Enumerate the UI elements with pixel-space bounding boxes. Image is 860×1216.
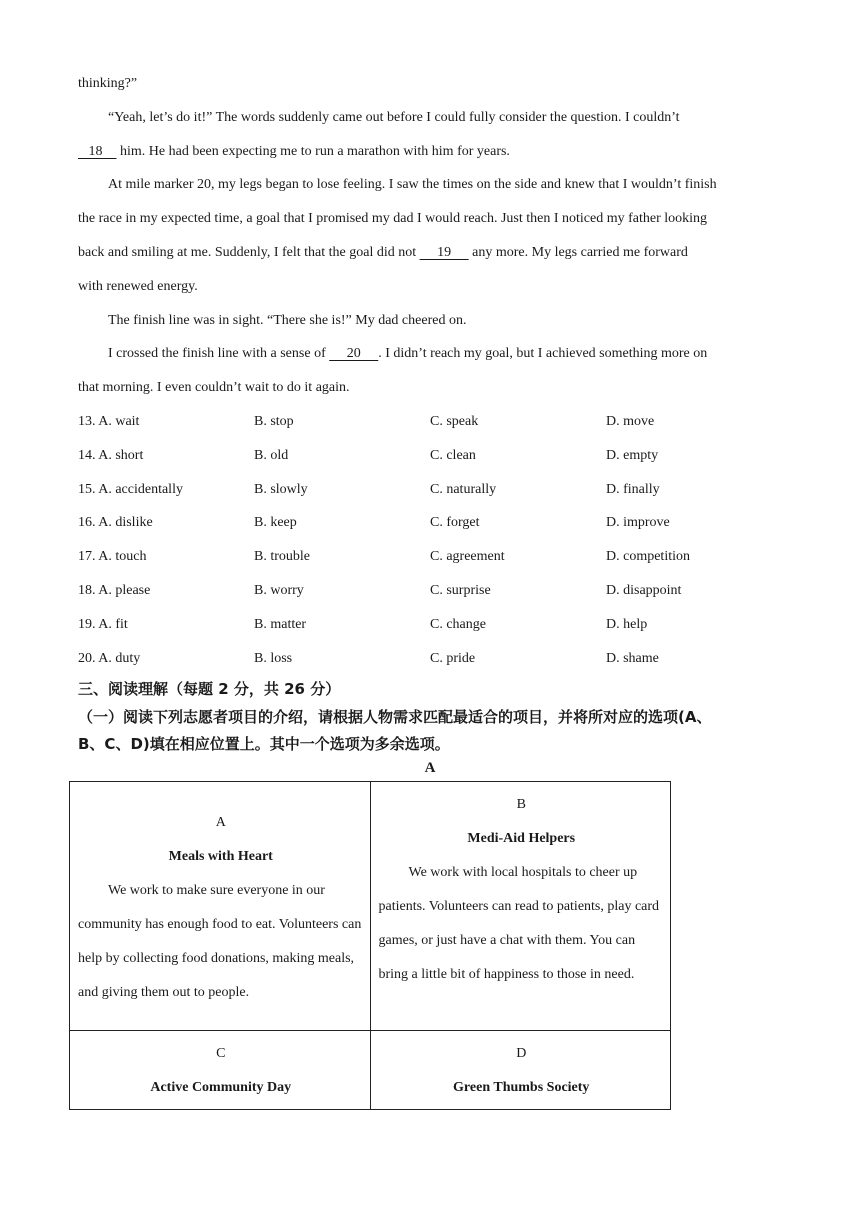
table-row [70, 782, 671, 1031]
passage-line: The finish line was in sight. “There she is!” My dad cheered on. [108, 313, 467, 328]
section-instruction: B、C、D)填在相应位置上。其中一个选项为多余选项。 [78, 735, 450, 753]
project-name: Active Community Day [150, 1080, 292, 1095]
passage-line: the race in my expected time, a goal that I promised my dad I would reach. Just then I noticed my father looking [78, 211, 708, 226]
blank-18: 18 [78, 144, 117, 159]
option-c: C. naturally [430, 482, 497, 497]
passage-line: “Yeah, let’s do it!” The words suddenly came out before I could fully consider the question. I couldn’t [108, 110, 680, 125]
project-letter: C [216, 1046, 226, 1061]
project-letter: B [516, 797, 526, 812]
option-a: 14. A. short [78, 448, 144, 463]
passage-text: any more. My legs carried me forward [468, 245, 688, 260]
option-a: 15. A. accidentally [78, 482, 183, 497]
option-b: B. matter [254, 617, 307, 632]
option-b: B. old [254, 448, 289, 463]
option-d: D. help [606, 617, 648, 632]
project-name: Green Thumbs Society [453, 1080, 590, 1095]
question-options-15 [78, 480, 778, 500]
question-options-20 [78, 649, 778, 669]
option-b: B. worry [254, 583, 304, 598]
section-heading: 三、阅读理解（每题 2 分，共 26 分） [78, 680, 341, 698]
project-name: Meals with Heart [168, 849, 273, 864]
option-d: D. shame [606, 651, 659, 666]
option-d: D. empty [606, 448, 659, 463]
option-b: B. stop [254, 414, 294, 429]
option-c: C. clean [430, 448, 476, 463]
project-letter: D [516, 1046, 527, 1061]
project-name: Medi-Aid Helpers [467, 831, 576, 846]
option-d: D. move [606, 414, 655, 429]
question-options-13 [78, 412, 778, 432]
passage-text: . I didn’t reach my goal, but I achieved something more on [378, 346, 708, 361]
option-c: C. change [430, 617, 486, 632]
option-b: B. keep [254, 515, 297, 530]
option-b: B. trouble [254, 549, 310, 564]
question-options-14 [78, 446, 778, 466]
option-b: B. slowly [254, 482, 308, 497]
blank-19: 19 [419, 245, 469, 260]
table-title: A [424, 760, 436, 776]
passage-text: him. He had been expecting me to run a marathon with him for years. [116, 144, 510, 159]
passage-text: back and smiling at me. Suddenly, I felt that the goal did not [78, 245, 420, 260]
passage-line [78, 243, 798, 263]
option-c: C. pride [430, 651, 476, 666]
option-a: 17. A. touch [78, 549, 147, 564]
option-b: B. loss [254, 651, 293, 666]
passage-line: thinking?” [78, 76, 138, 91]
option-c: C. forget [430, 515, 480, 530]
option-d: D. improve [606, 515, 670, 530]
table-row [70, 1031, 671, 1110]
project-description: We work to make sure everyone in our community has enough food to eat. Volunteers can help by collecting food donations, making meals, and giving them out to people. [78, 883, 362, 1000]
option-d: D. disappoint [606, 583, 682, 598]
question-options-19 [78, 615, 778, 635]
option-a: 16. A. dislike [78, 515, 153, 530]
option-a: 18. A. please [78, 583, 151, 598]
question-options-17 [78, 547, 778, 567]
project-card-c [70, 1031, 371, 1110]
option-a: 19. A. fit [78, 617, 128, 632]
project-description: We work with local hospitals to cheer up patients. Volunteers can read to patients, play card games, or just have a chat with them. You can bring a little bit of happiness to those in need. [378, 865, 660, 982]
question-options-16 [78, 513, 778, 533]
option-d: D. competition [606, 549, 690, 564]
section-instruction: （一）阅读下列志愿者项目的介绍，请根据人物需求匹配最适合的项目，并将所对应的选项(A、 [78, 708, 712, 726]
option-d: D. finally [606, 482, 660, 497]
project-card-d [370, 1031, 671, 1110]
passage-line [108, 344, 828, 364]
project-card-a [70, 782, 371, 1031]
passage-line: At mile marker 20, my legs began to lose feeling. I saw the times on the side and knew that I wouldn’t finish [108, 177, 717, 192]
option-a: 20. A. duty [78, 651, 141, 666]
option-c: C. speak [430, 414, 479, 429]
passage-line: that morning. I even couldn’t wait to do it again. [78, 380, 350, 395]
passage-line: with renewed energy. [78, 279, 198, 294]
question-options-18 [78, 581, 778, 601]
passage-text: I crossed the finish line with a sense of [108, 346, 330, 361]
option-c: C. agreement [430, 549, 505, 564]
option-a: 13. A. wait [78, 414, 140, 429]
project-card-b [370, 782, 671, 1031]
projects-table [69, 781, 671, 1110]
option-c: C. surprise [430, 583, 491, 598]
blank-20: 20 [329, 346, 379, 361]
project-letter: A [215, 815, 226, 830]
passage-line [78, 142, 798, 162]
